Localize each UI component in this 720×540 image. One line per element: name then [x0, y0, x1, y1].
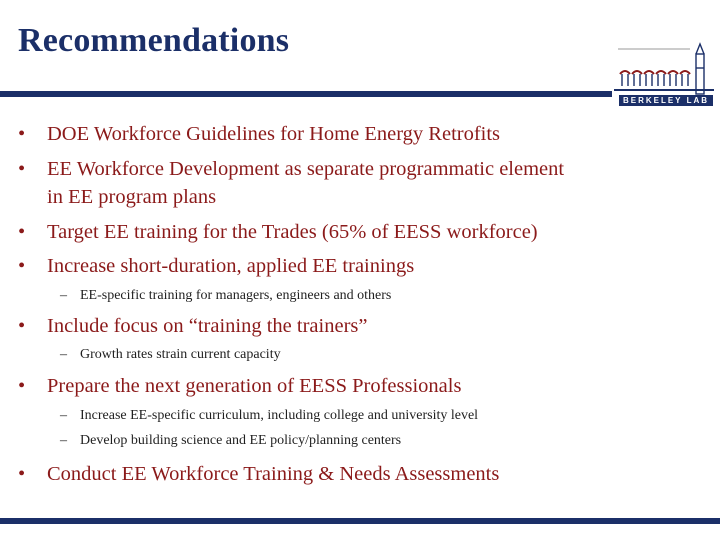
- bullet-glyph: •: [18, 315, 26, 337]
- dash-glyph: –: [60, 288, 67, 303]
- bullet-text: DOE Workforce Guidelines for Home Energy Retrofits: [47, 123, 501, 145]
- bullet-text: Increase short-duration, applied EE trainings: [47, 255, 415, 277]
- sub-bullet-text: Increase EE-specific curriculum, including college and university level: [80, 408, 479, 423]
- sub-bullet-text: Develop building science and EE policy/planning centers: [80, 433, 402, 448]
- bullet-text: Include focus on “training the trainers”: [47, 315, 368, 337]
- bullet-glyph: •: [18, 221, 26, 243]
- dash-glyph: –: [60, 347, 67, 362]
- logo-wordmark: BERKELEY LAB: [619, 95, 713, 106]
- footer-divider: [0, 518, 720, 524]
- dash-glyph: –: [60, 408, 67, 423]
- sub-bullet-text: EE-specific training for managers, engineers and others: [80, 288, 392, 303]
- bullet-glyph: •: [18, 255, 26, 277]
- bullet-glyph: •: [18, 158, 26, 180]
- bullet-text: Prepare the next generation of EESS Professionals: [47, 375, 462, 397]
- sub-bullet-text: Growth rates strain current capacity: [80, 347, 281, 362]
- bullet-text-continued: in EE program plans: [47, 186, 217, 208]
- dash-glyph: –: [60, 433, 67, 448]
- bullet-text: Conduct EE Workforce Training & Needs Assessments: [47, 463, 500, 485]
- bullet-glyph: •: [18, 123, 26, 145]
- bullet-glyph: •: [18, 463, 26, 485]
- bullet-text: EE Workforce Development as separate programmatic element: [47, 158, 565, 180]
- slide-title: Recommendations: [18, 22, 290, 59]
- bullet-glyph: •: [18, 375, 26, 397]
- bullet-text: Target EE training for the Trades (65% of EESS workforce): [47, 221, 538, 243]
